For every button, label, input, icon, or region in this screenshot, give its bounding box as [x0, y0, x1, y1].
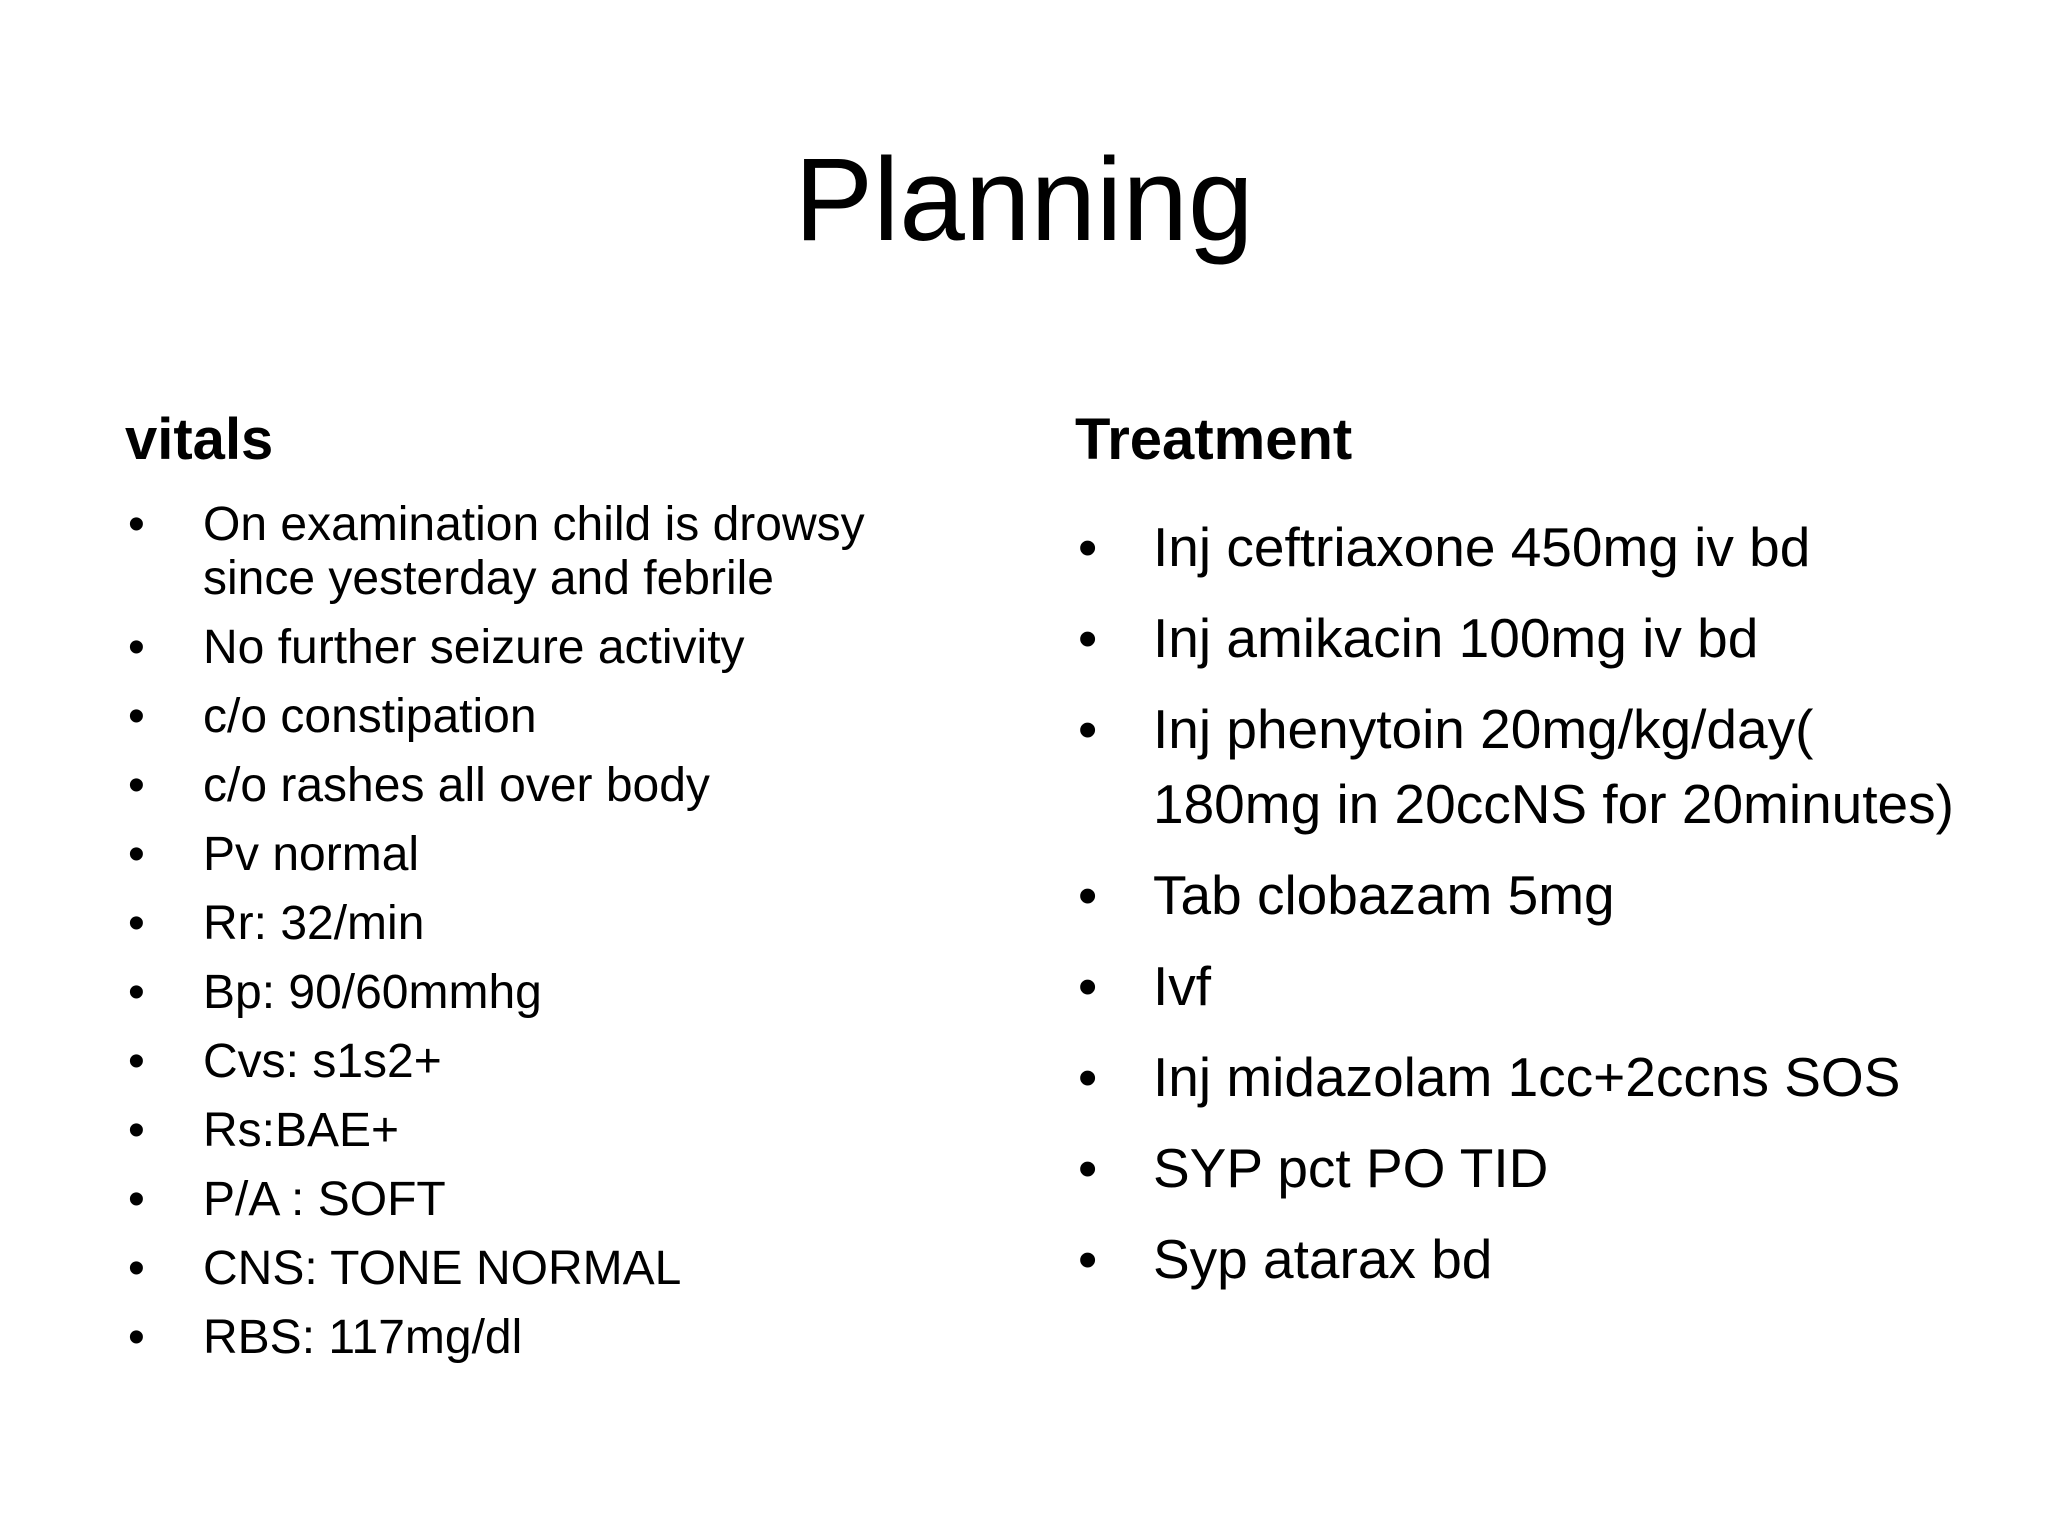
bullet-icon: •: [1078, 516, 1098, 578]
list-item-text: Ivf: [1153, 955, 1212, 1017]
list-item-text: Syp atarax bd: [1153, 1228, 1493, 1290]
list-item: [1078, 692, 1973, 842]
bullet-icon: •: [1078, 955, 1098, 1017]
list-item-text: SYP pct PO TID: [1153, 1137, 1549, 1199]
list-item-text: P/A : SOFT: [203, 1173, 446, 1226]
list-item-text: Tab clobazam 5mg: [1153, 864, 1615, 926]
bullet-icon: •: [128, 759, 145, 812]
bullet-icon: •: [128, 1311, 145, 1364]
list-item: [128, 621, 963, 675]
list-item-text: CNS: TONE NORMAL: [203, 1242, 682, 1295]
list-item-text: Rr: 32/min: [203, 897, 425, 950]
bullet-icon: •: [128, 621, 145, 674]
treatment-heading: Treatment: [1075, 407, 1353, 472]
bullet-icon: •: [128, 498, 145, 551]
list-item: [1078, 1131, 1973, 1206]
slide-title: Planning: [794, 134, 1254, 266]
bullet-icon: •: [1078, 1228, 1098, 1290]
bullet-icon: •: [128, 1035, 145, 1088]
list-item-text: Inj midazolam 1cc+2ccns SOS: [1153, 1046, 1901, 1108]
bullet-icon: •: [128, 897, 145, 950]
list-item: [128, 1035, 963, 1089]
list-item: [128, 897, 963, 951]
bullet-icon: •: [1078, 864, 1098, 926]
list-item: [128, 498, 963, 606]
list-item-text: Inj phenytoin 20mg/kg/day( 180mg in 20ccNS for 20minutes): [1153, 698, 1954, 835]
bullet-icon: •: [128, 1242, 145, 1295]
list-item-text: Inj ceftriaxone 450mg iv bd: [1153, 516, 1811, 578]
list-item-text: Cvs: s1s2+: [203, 1035, 442, 1088]
list-item: [1078, 1040, 1973, 1115]
list-item: [128, 759, 963, 813]
bullet-icon: •: [128, 1104, 145, 1157]
bullet-icon: •: [128, 1173, 145, 1226]
list-item: [1078, 601, 1973, 676]
bullet-icon: •: [128, 828, 145, 881]
bullet-icon: •: [1078, 1137, 1098, 1199]
list-item: [128, 690, 963, 744]
treatment-list: [1078, 510, 1973, 1313]
vitals-list: [128, 498, 963, 1380]
bullet-icon: •: [1078, 698, 1098, 760]
list-item-text: RBS: 117mg/dl: [203, 1311, 523, 1364]
list-item-text: Rs:BAE+: [203, 1104, 400, 1157]
list-item-text: No further seizure activity: [203, 621, 745, 674]
list-item: [128, 1242, 963, 1296]
list-item-text: Bp: 90/60mmhg: [203, 966, 542, 1019]
bullet-icon: •: [1078, 607, 1098, 669]
list-item: [1078, 1222, 1973, 1297]
list-item: [128, 1104, 963, 1158]
list-item: [1078, 949, 1973, 1024]
bullet-icon: •: [1078, 1046, 1098, 1108]
bullet-icon: •: [128, 966, 145, 1019]
list-item-text: Inj amikacin 100mg iv bd: [1153, 607, 1759, 669]
list-item: [128, 1173, 963, 1227]
list-item-text: On examination child is drowsy since yesterday and febrile: [203, 498, 865, 605]
list-item: [128, 1311, 963, 1365]
vitals-heading: vitals: [125, 407, 274, 472]
list-item-text: c/o rashes all over body: [203, 759, 710, 812]
list-item: [128, 828, 963, 882]
bullet-icon: •: [128, 690, 145, 743]
list-item: [128, 966, 963, 1020]
list-item-text: Pv normal: [203, 828, 420, 881]
list-item-text: c/o constipation: [203, 690, 537, 743]
list-item: [1078, 858, 1973, 933]
list-item: [1078, 510, 1973, 585]
